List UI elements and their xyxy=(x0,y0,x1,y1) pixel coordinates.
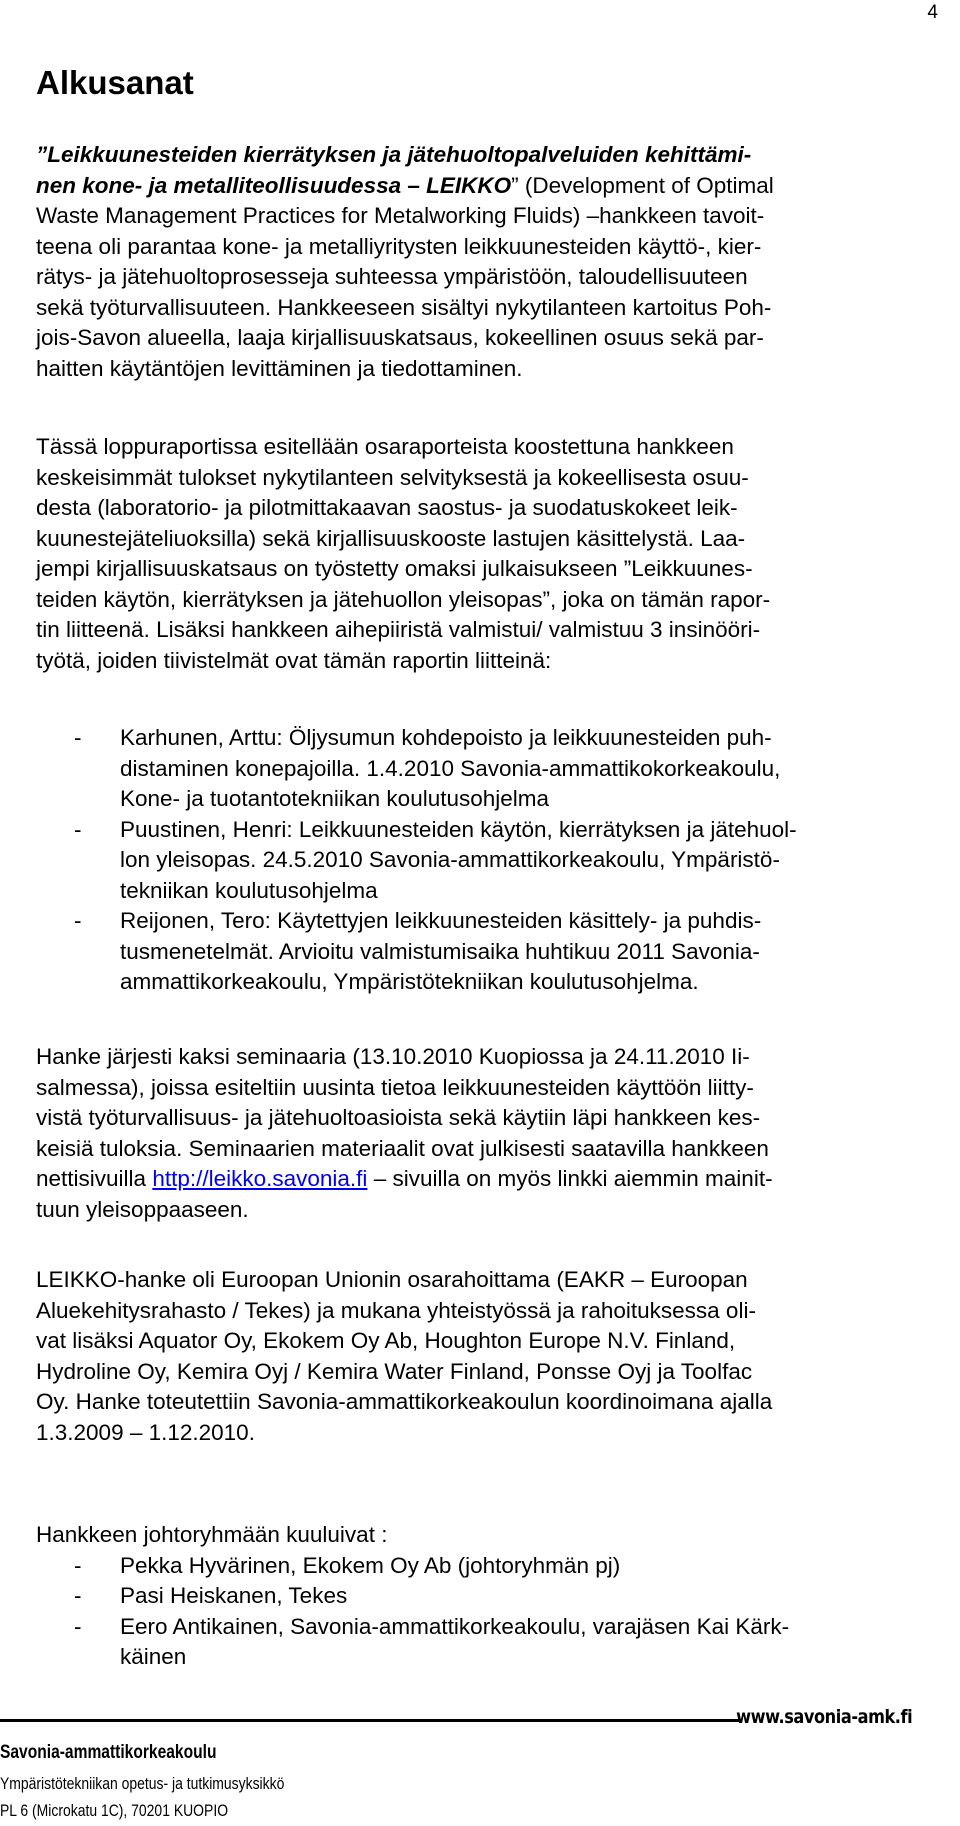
link-prefix: nettisivuilla xyxy=(36,1166,153,1191)
footer-website: www.savonia-amk.fi xyxy=(735,1706,912,1728)
steering-group-intro: Hankkeen johtoryhmään kuuluivat : xyxy=(36,1522,388,1547)
list-dash: - xyxy=(74,1613,82,1639)
intro-line: haitten käytäntöjen levittäminen ja tiedottaminen. xyxy=(36,355,523,381)
list-item-line: tekniikan koulutusohjelma xyxy=(120,877,378,903)
intro-line-2 xyxy=(36,171,936,202)
list-item-line: Karhunen, Arttu: Öljysumun kohdepoisto ja leikkuunesteiden puh- xyxy=(120,725,772,750)
list-item-line: Reijonen, Tero: Käytettyjen leikkuunesteiden käsittely- ja puhdis- xyxy=(120,908,762,933)
intro-line: jois-Savon alueella, laaja kirjallisuuskatsaus, kokeellinen osuus sekä par- xyxy=(36,325,764,350)
list-item-line: käinen xyxy=(120,1644,187,1669)
seminars-paragraph xyxy=(36,1042,936,1225)
list-item-line: Kone- ja tuotantotekniikan koulutusohjelma xyxy=(120,786,550,811)
list-dash: - xyxy=(74,816,82,842)
paragraph-line: LEIKKO-hanke oli Euroopan Unionin osarahoittama (EAKR – Euroopan xyxy=(36,1267,748,1292)
intro-line: rätys- ja jätehuoltoprosesseja suhteessa ympäristöön, taloudellisuuteen xyxy=(36,264,748,289)
list-dash: - xyxy=(74,908,82,933)
list-item-line: distaminen konepajoilla. 1.4.2010 Savonia-ammattikokorkeakoulu, xyxy=(120,755,781,781)
paragraph-line: jempi kirjallisuuskatsaus on työstetty omaksi julkaisukseen ”Leikkuunes- xyxy=(36,556,753,581)
paragraph-line: Hydroline Oy, Kemira Oyj / Kemira Water Finland, Ponsse Oyj ja Toolfac xyxy=(36,1358,753,1384)
paragraph-line: desta (laboratorio- ja pilotmittakaavan saostus- ja suodatuskokeet leik- xyxy=(36,495,738,520)
list-item-line: Puustinen, Henri: Leikkuunesteiden käytön, kierrätyksen ja jätehuol- xyxy=(120,816,797,842)
list-item-line: ammattikorkeakoulu, Ympäristötekniikan koulutusohjelma. xyxy=(120,969,699,994)
report-contents-paragraph xyxy=(36,432,936,676)
list-item-line: Pasi Heiskanen, Tekes xyxy=(120,1583,348,1608)
paragraph-line-with-link xyxy=(36,1164,936,1195)
intro-line: sekä työturvallisuuteen. Hankkeeseen sisältyi nykytilanteen kartoitus Poh- xyxy=(36,294,772,320)
paragraph-line: vat lisäksi Aquator Oy, Ekokem Oy Ab, Houghton Europe N.V. Finland, xyxy=(36,1328,736,1353)
page-title: Alkusanat xyxy=(36,64,194,101)
theses-list xyxy=(36,723,936,998)
intro-paragraph xyxy=(36,140,936,384)
paragraph-line: salmessa), joissa esiteltiin uusinta tietoa leikkuunesteiden käyttöön liitty- xyxy=(36,1074,754,1100)
intro-line: teena oli parantaa kone- ja metalliyritysten leikkuunesteiden käyttö-, kier- xyxy=(36,233,762,259)
list-dash: - xyxy=(74,725,82,750)
steering-group-section xyxy=(36,1520,936,1673)
footer-organization: Savonia-ammattikorkeakoulu xyxy=(0,1742,217,1763)
list-item xyxy=(36,723,936,815)
intro-line: Waste Management Practices for Metalworking Fluids) –hankkeen tavoit- xyxy=(36,203,765,228)
list-item xyxy=(36,1581,936,1612)
list-dash: - xyxy=(74,1583,82,1608)
list-item xyxy=(36,1612,936,1673)
list-item-line: tusmenetelmät. Arvioitu valmistumisaika huhtikuu 2011 Savonia- xyxy=(120,938,760,964)
intro-line2-rest: ” (Development of Optimal xyxy=(511,172,774,198)
list-item xyxy=(36,906,936,998)
paragraph-line: Aluekehitysrahasto / Tekes) ja mukana yhteistyössä ja rahoituksessa oli- xyxy=(36,1297,756,1323)
footer-divider xyxy=(0,1719,742,1722)
paragraph-line: 1.3.2009 – 1.12.2010. xyxy=(36,1419,255,1445)
page-number: 4 xyxy=(927,2,938,23)
intro-project-title-line2: nen kone- ja metalliteollisuudessa – LEIKKO xyxy=(36,172,512,198)
funding-paragraph xyxy=(36,1265,936,1448)
footer-address: PL 6 (Microkatu 1C), 70201 KUOPIO xyxy=(0,1801,229,1820)
footer-department: Ympäristötekniikan opetus- ja tutkimusyksikkö xyxy=(0,1774,285,1793)
paragraph-line: kuunestejäteliuoksilla) sekä kirjallisuuskooste lastujen käsittelystä. Laa- xyxy=(36,525,746,551)
list-item-line: Pekka Hyvärinen, Ekokem Oy Ab (johtoryhmän pj) xyxy=(120,1552,621,1578)
link-suffix: – sivuilla on myös linkki aiemmin mainit- xyxy=(367,1166,773,1191)
list-item-line: lon yleisopas. 24.5.2010 Savonia-ammattikorkeakoulu, Ympäristö- xyxy=(120,847,780,872)
paragraph-line: tin liitteenä. Lisäksi hankkeen aihepiiristä valmistui/ valmistuu 3 insinööri- xyxy=(36,617,761,642)
paragraph-line: tuun yleisoppaaseen. xyxy=(36,1196,249,1222)
paragraph-line: Tässä loppuraportissa esitellään osaraporteista koostettuna hankkeen xyxy=(36,434,734,459)
paragraph-line: Hanke järjesti kaksi seminaaria (13.10.2010 Kuopiossa ja 24.11.2010 Ii- xyxy=(36,1044,750,1069)
project-website-link[interactable]: http://leikko.savonia.fi xyxy=(152,1166,368,1191)
paragraph-line: vistä työturvallisuus- ja jätehuoltoasioista sekä käytiin läpi hankkeen kes- xyxy=(36,1105,761,1130)
list-item xyxy=(36,815,936,907)
list-item-line: Eero Antikainen, Savonia-ammattikorkeakoulu, varajäsen Kai Kärk- xyxy=(120,1613,790,1639)
paragraph-line: keskeisimmät tulokset nykytilanteen selvityksestä ja kokeellisesta osuu- xyxy=(36,464,749,490)
list-dash: - xyxy=(74,1552,82,1578)
paragraph-line: työtä, joiden tiivistelmät ovat tämän raportin liitteinä: xyxy=(36,647,552,673)
paragraph-line: teiden käytön, kierrätyksen ja jätehuollon yleisopas”, joka on tämän rapor- xyxy=(36,586,771,612)
list-item xyxy=(36,1551,936,1582)
paragraph-line: keisiä tuloksia. Seminaarien materiaalit ovat julkisesti saatavilla hankkeen xyxy=(36,1135,769,1161)
intro-project-title-line1: ”Leikkuunesteiden kierrätyksen ja jätehuoltopalveluiden kehittämi- xyxy=(36,142,752,167)
paragraph-line: Oy. Hanke toteutettiin Savonia-ammattikorkeakoulun koordinoimana ajalla xyxy=(36,1389,773,1414)
